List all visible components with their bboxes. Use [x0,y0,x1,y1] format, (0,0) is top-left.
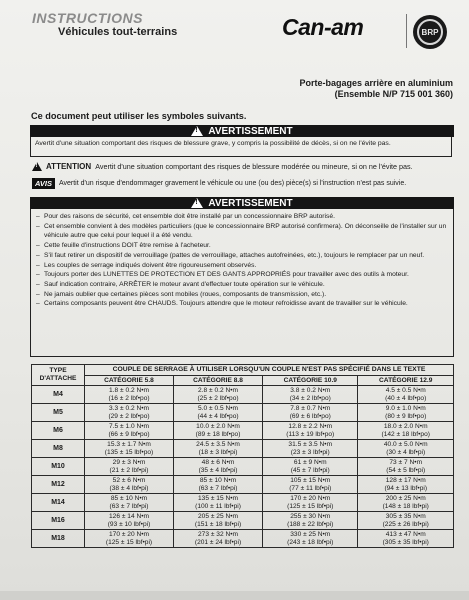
torque-imperial: (16 ± 2 lbf•po) [108,394,150,402]
torque-imperial: (63 ± 7 lbf•pi) [198,484,238,492]
doc-subtitle: Véhicules tout-terrains [58,26,178,38]
table-row [32,458,454,476]
torque-imperial: (201 ± 24 lbf•pi) [194,538,242,546]
warning-item: – Toujours porter des LUNETTES DE PROTECTION ET DES GANTS APPROPRIÉS pour travailler avec des outils à moteur. [36,270,448,280]
torque-nm: 10.0 ± 2.0 N•m [196,422,240,430]
warning-item: – Cette feuille d'instructions DOIT être remise à l'acheteur. [36,241,448,251]
torque-imperial: (93 ± 10 lbf•pi) [107,520,151,528]
category-header: CATÉGORIE 12.9 [358,376,454,386]
torque-cell [174,476,263,494]
torque-cell [358,458,454,476]
torque-imperial: (34 ± 2 lbf•po) [289,394,331,402]
torque-imperial: (35 ± 4 lbf•pi) [198,466,238,474]
table-row [32,494,454,512]
table-row [32,530,454,548]
torque-nm: 15.3 ± 1.7 N•m [107,440,151,448]
torque-nm: 128 ± 17 N•m [385,476,426,484]
torque-nm: 305 ± 35 N•m [385,512,426,520]
torque-nm: 3.8 ± 0.2 N•m [290,386,331,394]
torque-imperial: (225 ± 26 lbf•pi) [382,520,429,528]
torque-imperial: (142 ± 18 lbf•po) [381,430,430,438]
torque-cell [263,422,358,440]
torque-cell [174,512,263,530]
torque-nm: 273 ± 32 N•m [198,530,239,538]
fastener-type: M14 [32,494,85,512]
torque-nm: 200 ± 25 N•m [385,494,426,502]
torque-imperial: (80 ± 9 lbf•po) [385,412,427,420]
caution-triangle-icon [32,162,42,171]
warning-item: – S'il faut retirer un dispositif de verrouillage (pattes de verrouillage, attaches autofreinées, etc.), toujours le remplacer par un neuf. [36,251,448,261]
torque-imperial: (18 ± 3 lbf•pi) [198,448,238,456]
torque-imperial: (148 ± 18 lbf•pi) [382,502,429,510]
torque-imperial: (29 ± 2 lbf•po) [108,412,150,420]
torque-cell [174,422,263,440]
torque-cell [263,476,358,494]
torque-nm: 205 ± 25 N•m [198,512,239,520]
torque-cell [358,476,454,494]
warning-list-box [30,209,454,357]
torque-cell [85,404,174,422]
torque-nm: 1.8 ± 0.2 N•m [109,386,150,394]
torque-cell [263,530,358,548]
torque-nm: 2.8 ± 0.2 N•m [198,386,239,394]
torque-cell [358,440,454,458]
torque-nm: 12.8 ± 2.2 N•m [288,422,333,430]
warning-list [36,212,448,309]
torque-imperial: (44 ± 4 lbf•po) [197,412,239,420]
torque-nm: 255 ± 30 N•m [290,512,331,520]
table-row [32,404,454,422]
torque-cell [85,476,174,494]
torque-cell [263,494,358,512]
torque-imperial: (100 ± 11 lbf•pi) [195,502,241,510]
torque-nm: 18.0 ± 2.0 N•m [383,422,428,430]
torque-imperial: (77 ± 11 lbf•pi) [289,484,332,492]
fastener-type: M4 [32,386,85,404]
category-header: CATÉGORIE 5.8 [85,376,174,386]
torque-imperial: (69 ± 6 lbf•po) [289,412,331,420]
type-header: TYPE D'ATTACHE [32,365,85,386]
torque-nm: 105 ± 15 N•m [290,476,331,484]
torque-nm: 3.3 ± 0.2 N•m [109,404,150,412]
torque-imperial: (135 ± 15 lbf•po) [104,448,154,456]
torque-imperial: (113 ± 19 lbf•po) [286,430,335,438]
attention-line [32,162,413,171]
table-row [32,476,454,494]
torque-nm: 330 ± 25 N•m [290,530,331,538]
torque-imperial: (45 ± 7 lbf•pi) [290,466,330,474]
torque-nm: 126 ± 14 N•m [109,512,150,520]
torque-cell [263,386,358,404]
torque-nm: 4.5 ± 0.5 N•m [385,386,426,394]
avis-text: Avertit d'un risque d'endommager gravement le véhicule ou une (ou des) pièce(s) si l'instruction n'est pas suivie. [58,180,407,187]
attention-text: Avertit d'une situation comportant des risques de blessure modérée ou mineure, si on ne l'évite pas. [95,162,413,171]
torque-cell [263,458,358,476]
warning2-title: AVERTISSEMENT [208,197,293,209]
torque-nm: 85 ± 10 N•m [110,494,148,502]
fastener-type: M12 [32,476,85,494]
fastener-type: M10 [32,458,85,476]
torque-imperial: (188 ± 22 lbf•pi) [287,520,334,528]
torque-nm: 48 ± 6 N•m [201,458,235,466]
torque-imperial: (30 ± 4 lbf•pi) [386,448,426,456]
torque-cell [85,422,174,440]
torque-cell [358,494,454,512]
torque-imperial: (66 ± 9 lbf•po) [108,430,150,438]
torque-cell [358,512,454,530]
torque-nm: 52 ± 6 N•m [112,476,146,484]
torque-cell [85,530,174,548]
torque-imperial: (94 ± 13 lbf•pi) [384,484,428,492]
torque-header: COUPLE DE SERRAGE À UTILISER LORSQU'UN COUPLE N'EST PAS SPÉCIFIÉ DANS LE TEXTE [85,365,454,376]
torque-nm: 7.5 ± 1.0 N•m [109,422,150,430]
torque-cell [85,512,174,530]
avis-line [32,178,406,189]
torque-cell [263,512,358,530]
warning-item: – Les couples de serrage indiqués doivent être rigoureusement observés. [36,261,448,271]
torque-cell [174,494,263,512]
torque-cell [85,494,174,512]
torque-cell [358,404,454,422]
torque-cell [85,458,174,476]
torque-cell [263,404,358,422]
torque-cell [174,440,263,458]
torque-imperial: (125 ± 15 lbf•pi) [105,538,153,546]
warning-item: – Ne jamais oublier que certaines pièces sont mobiles (roues, composants de transmission, etc.). [36,290,448,300]
category-header: CATÉGORIE 10.9 [263,376,358,386]
torque-nm: 73 ± 7 N•m [389,458,423,466]
torque-nm: 31.5 ± 3.5 N•m [288,440,333,448]
table-row [32,440,454,458]
torque-table [31,364,454,548]
brp-logo-icon [413,15,447,49]
torque-cell [358,530,454,548]
torque-imperial: (151 ± 18 lbf•pi) [194,520,242,528]
torque-cell [174,458,263,476]
category-header: CATÉGORIE 8.8 [174,376,263,386]
torque-imperial: (243 ± 18 lbf•pi) [287,538,334,546]
fastener-type: M16 [32,512,85,530]
warning-item: – Sauf indication contraire, ARRÊTER le moteur avant d'effectuer toute opération sur le véhicule. [36,280,448,290]
torque-imperial: (89 ± 18 lbf•po) [195,430,241,438]
torque-cell [174,530,263,548]
warning-triangle-icon [191,126,203,136]
product-name: Porte-bagages arrière en aluminium [299,78,453,88]
warning-item: – Certains composants peuvent être CHAUDS. Toujours attendre que le moteur refroidisse avant de travailler sur le véhicule. [36,299,448,309]
torque-nm: 9.0 ± 1.0 N•m [385,404,426,412]
torque-cell [358,386,454,404]
torque-nm: 170 ± 20 N•m [290,494,331,502]
warning-item: – Cet ensemble convient à des modèles particuliers (que le concessionnaire BRP autorisé confirmera). On déconseille de l'installer sur un véhicule autre que celui pour lequel il a été vendu. [36,222,448,241]
torque-cell [85,386,174,404]
warning-triangle-icon [191,198,203,208]
torque-cell [174,386,263,404]
product-title [299,78,453,100]
brp-logo-text: BRP [421,27,439,37]
torque-nm: 7.8 ± 0.7 N•m [290,404,331,412]
torque-cell [85,440,174,458]
canam-logo: Can-am [282,14,364,40]
fastener-type: M18 [32,530,85,548]
warning-title: AVERTISSEMENT [208,125,293,137]
torque-cell [263,440,358,458]
product-part-number: (Ensemble N/P 715 001 360) [334,89,453,99]
torque-nm: 85 ± 10 N•m [199,476,237,484]
warning-box [30,137,452,157]
torque-table-body [32,386,454,548]
warning-item: – Pour des raisons de sécurité, cet ensemble doit être installé par un concessionnaire BRP autorisé. [36,212,448,222]
warning-text: Avertit d'une situation comportant des risques de blessure grave, y compris la possibilité de décès, si on ne l'évite pas. [35,140,391,147]
torque-imperial: (38 ± 4 lbf•pi) [109,484,149,492]
fastener-type: M5 [32,404,85,422]
torque-imperial: (54 ± 5 lbf•pi) [386,466,426,474]
page-bottom-edge [0,591,469,600]
torque-cell [358,422,454,440]
intro-text: Ce document peut utiliser les symboles suivants. [31,111,247,121]
table-row [32,386,454,404]
torque-imperial: (25 ± 2 lbf•po) [197,394,239,402]
torque-imperial: (40 ± 4 lbf•po) [385,394,427,402]
attention-label: ATTENTION [46,162,92,171]
warning-bar-2 [30,197,454,209]
doc-heading: INSTRUCTIONS [32,10,143,26]
torque-nm: 5.0 ± 0.5 N•m [198,404,239,412]
table-row [32,422,454,440]
warning-bar [30,125,454,137]
torque-imperial: (305 ± 35 lbf•pi) [382,538,429,546]
torque-nm: 413 ± 47 N•m [385,530,426,538]
fastener-type: M6 [32,422,85,440]
torque-nm: 135 ± 15 N•m [198,494,239,502]
torque-imperial: (21 ± 2 lbf•pi) [109,466,149,474]
torque-nm: 170 ± 20 N•m [109,530,150,538]
torque-imperial: (63 ± 7 lbf•pi) [109,502,149,510]
torque-nm: 29 ± 3 N•m [112,458,146,466]
torque-imperial: (125 ± 15 lbf•pi) [287,502,334,510]
fastener-type: M8 [32,440,85,458]
logo-divider [406,14,407,48]
torque-nm: 61 ± 9 N•m [293,458,327,466]
avis-label: AVIS [32,178,55,189]
torque-imperial: (23 ± 3 lbf•pi) [290,448,330,456]
torque-nm: 40.0 ± 5.0 N•m [383,440,428,448]
torque-nm: 24.5 ± 3.5 N•m [196,440,240,448]
table-row [32,512,454,530]
torque-cell [174,404,263,422]
